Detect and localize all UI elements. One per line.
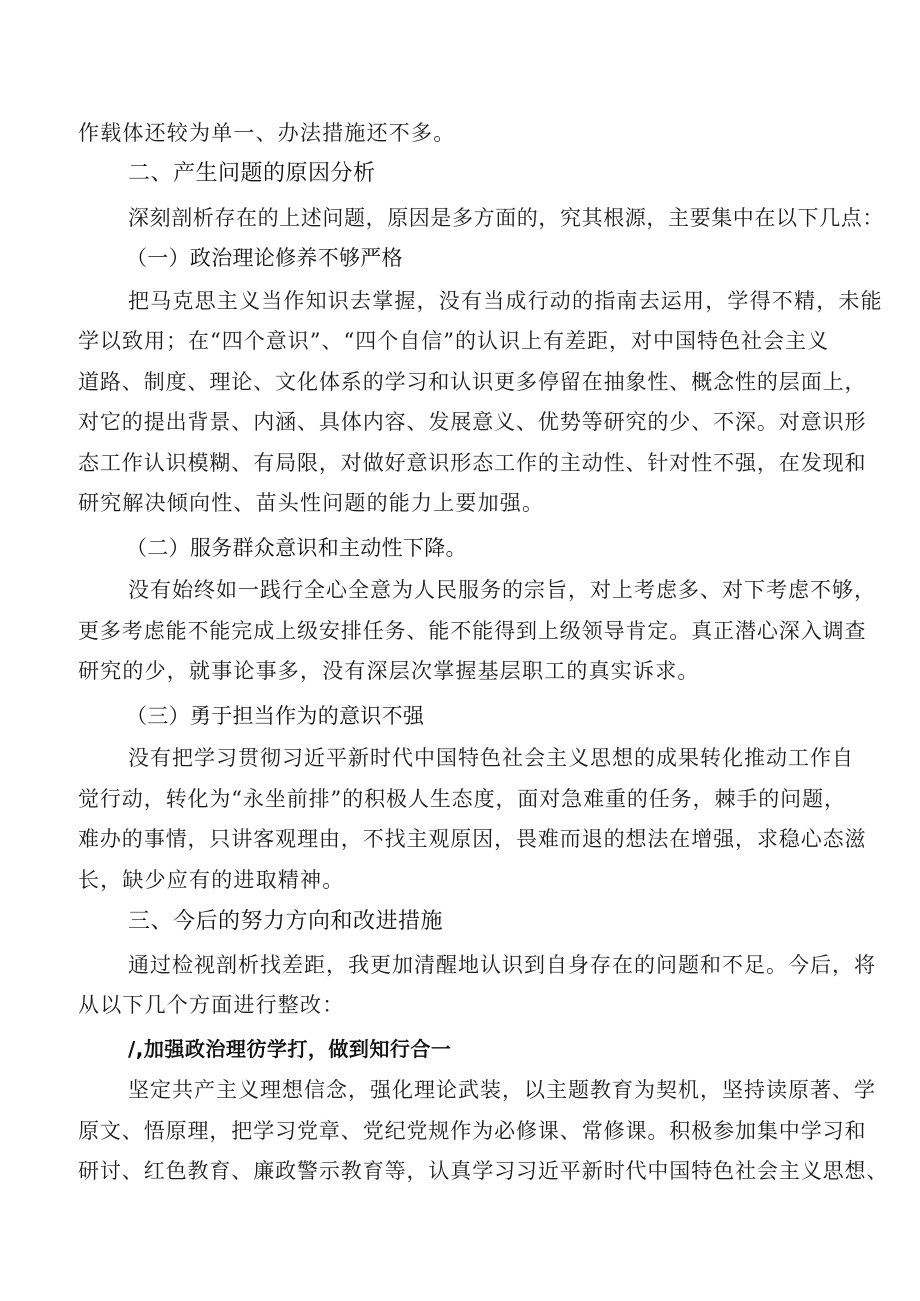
paragraph-line: 原文、悟原理，把学习党章、党纪党规作为必修课、常修课。积极参加集中学习和 [78,1119,867,1143]
paragraph-line: 研讨、红色教育、廉政警示教育等，认真学习习近平新时代中国特色社会主义思想、 [78,1159,889,1183]
subsection-heading-2: （二）服务群众意识和主动性下降。 [126,536,467,560]
paragraph-line: 更多考虑能不能完成上级安排任务、能不能得到上级领导肯定。真正潜心深入调查 [78,619,867,643]
paragraph-line: 学以致用；在“四个意识”、“四个自信”的认识上有差距，对中国特色社会主义 [78,329,829,353]
section-heading-2: 二、产生问题的原因分析 [128,161,376,186]
paragraph-line: 道路、制度、理论、文化体系的学习和认识更多停留在抽象性、概念性的层面上， [78,370,867,394]
section-heading-3: 三、今后的努力方向和改进措施 [128,909,444,934]
paragraph-line: 从以下几个方面进行整改： [78,993,345,1017]
paragraph-line: 研究解决倾向性、苗头性问题的能力上要加强。 [78,491,545,515]
paragraph-line: 把马克思主义当作知识去掌握，没有当成行动的指南去运用，学得不精，未能 [128,289,883,313]
subsection-heading-3: （三）勇于担当作为的意识不强 [126,704,425,728]
paragraph-line: 态工作认识模糊、有局限，对做好意识形态工作的主动性、针对性不强，在发现和 [78,451,867,475]
paragraph-line: 没有始终如一践行全心全意为人民服务的宗旨，对上考虑多、对下考虑不够， [128,578,876,602]
paragraph-line: 坚定共产主义理想信念，强化理论武装，以主题教育为契机，坚持读原著、学 [128,1078,876,1102]
paragraph-line: 作载体还较为单一、办法措施还不多。 [78,121,456,145]
paragraph-line: 长，缺少应有的进取精神。 [78,868,345,892]
paragraph-line: 觉行动，转化为“永坐前排”的积极人生态度，面对急难重的任务，棘手的问题， [78,787,846,811]
paragraph-line: 通过检视剖析找差距，我更加清醒地认识到自身存在的问题和不足。今后，将 [128,953,876,977]
paragraph-line: 对它的提出背景、内涵、具体内容、发展意义、优势等研究的少、不深。对意识形 [78,410,867,434]
paragraph-line: 没有把学习贯彻习近平新时代中国特色社会主义思想的成果转化推动工作自 [128,746,854,770]
subsection-heading-1: （一）政治理论修养不够严格 [126,246,403,270]
subsection-heading-measure-1: /,加强政治理彷学打，做到知行合一 [128,1037,452,1061]
paragraph-line: 研究的少，就事论事多，没有深层次掌握基层职工的真实诉求。 [78,659,700,683]
paragraph-line: 难办的事情，只讲客观理由，不找主观原因，畏难而退的想法在增强，求稳心态滋 [78,827,867,851]
paragraph-line: 深刻剖析存在的上述问题，原因是多方面的，究其根源，主要集中在以下几点： [128,206,884,230]
